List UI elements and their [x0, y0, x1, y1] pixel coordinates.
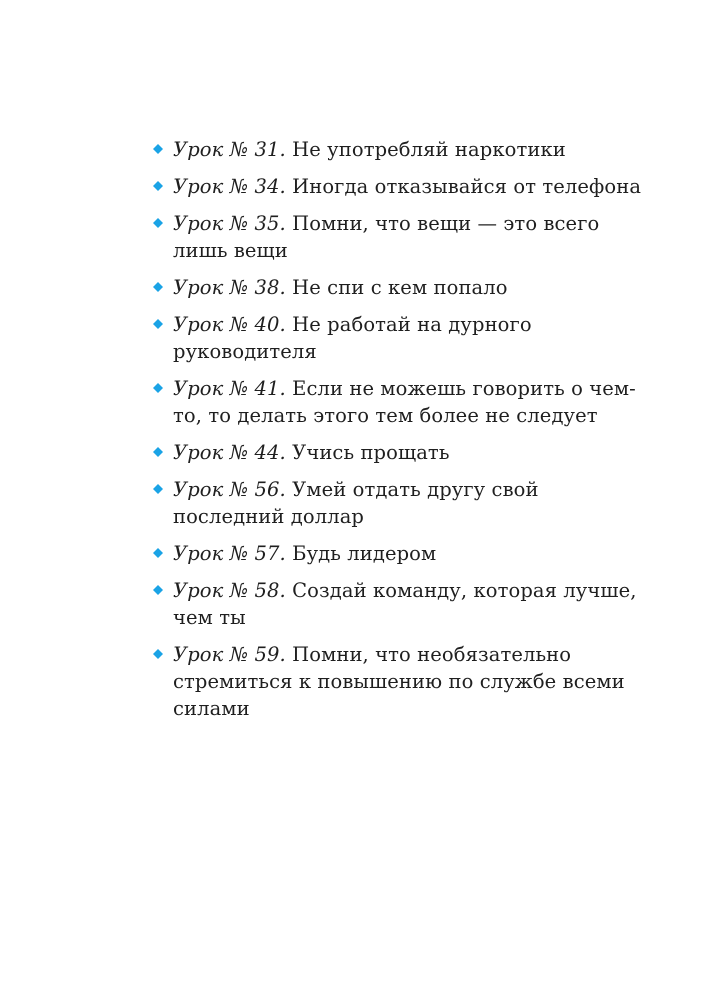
- lesson-text: Учись прощать: [292, 441, 450, 464]
- lesson-text: Если не можешь говорить о чем-то, то делать этого тем более не следует: [173, 377, 636, 427]
- lesson-number: Урок № 31.: [173, 138, 286, 161]
- diamond-bullet-icon: [153, 447, 163, 457]
- lesson-text: Помни, что вещи — это всего лишь вещи: [173, 212, 600, 262]
- lesson-text: Не спи с кем попало: [292, 276, 508, 299]
- diamond-bullet-icon: [153, 484, 163, 494]
- lesson-number: Урок № 59.: [173, 643, 286, 666]
- diamond-bullet-icon: [153, 383, 163, 393]
- lesson-number: Урок № 44.: [173, 441, 286, 464]
- diamond-bullet-icon: [153, 218, 163, 228]
- list-item: [152, 311, 642, 365]
- lesson-list: [152, 136, 642, 732]
- diamond-bullet-icon: [153, 181, 163, 191]
- lesson-text: Помни, что необязательно стремиться к повышению по службе всеми силами: [173, 643, 625, 720]
- diamond-bullet-icon: [153, 649, 163, 659]
- list-item: [152, 173, 642, 200]
- lesson-text: Будь лидером: [292, 542, 437, 565]
- list-item: [152, 641, 642, 722]
- list-item: [152, 476, 642, 530]
- list-item: [152, 375, 642, 429]
- diamond-bullet-icon: [153, 548, 163, 558]
- lesson-number: Урок № 41.: [173, 377, 286, 400]
- lesson-number: Урок № 58.: [173, 579, 286, 602]
- lesson-number: Урок № 35.: [173, 212, 286, 235]
- lesson-text: Создай команду, которая лучше, чем ты: [173, 579, 637, 629]
- list-item: [152, 210, 642, 264]
- lesson-number: Урок № 38.: [173, 276, 286, 299]
- diamond-bullet-icon: [153, 282, 163, 292]
- list-item: [152, 540, 642, 567]
- diamond-bullet-icon: [153, 585, 163, 595]
- list-item: [152, 439, 642, 466]
- lesson-text: Не работай на дурного руководителя: [173, 313, 532, 363]
- list-item: [152, 274, 642, 301]
- lesson-number: Урок № 56.: [173, 478, 286, 501]
- list-item: [152, 577, 642, 631]
- lesson-number: Урок № 34.: [173, 175, 286, 198]
- lesson-number: Урок № 40.: [173, 313, 286, 336]
- lesson-text: Иногда отказывайся от телефона: [292, 175, 642, 198]
- list-item: [152, 136, 642, 163]
- diamond-bullet-icon: [153, 319, 163, 329]
- lesson-text: Не употребляй наркотики: [292, 138, 566, 161]
- lesson-number: Урок № 57.: [173, 542, 286, 565]
- lesson-text: Умей отдать другу свой последний доллар: [173, 478, 539, 528]
- diamond-bullet-icon: [153, 144, 163, 154]
